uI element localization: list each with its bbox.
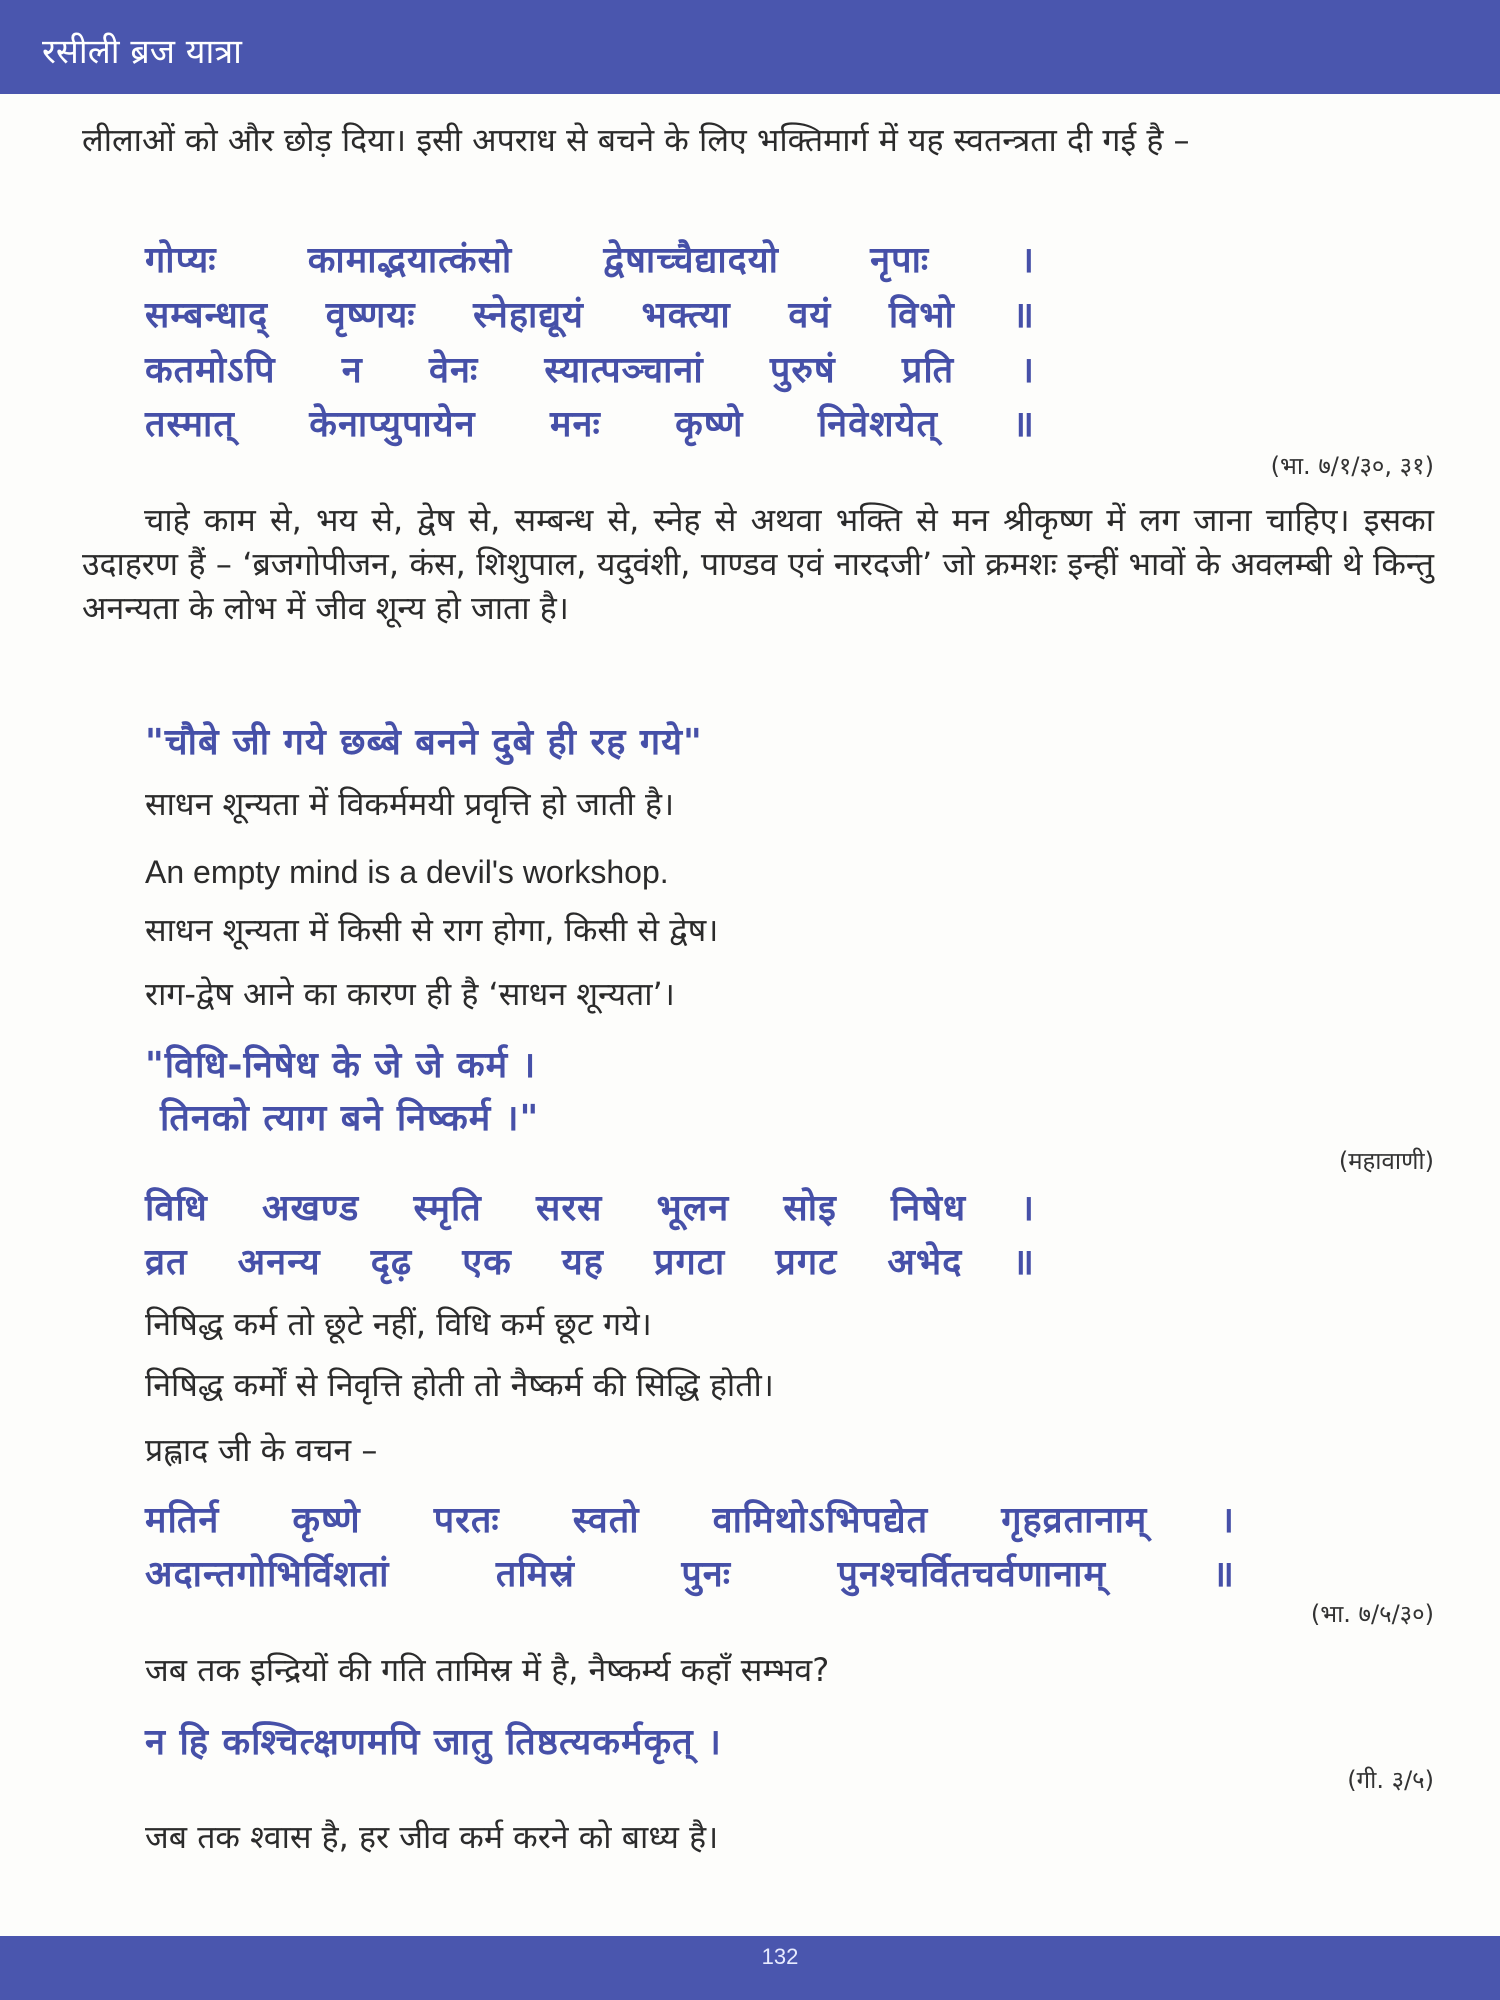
quote-line: तिनको त्याग बने निष्कर्म ।" bbox=[160, 1098, 540, 1139]
verse-line: न हि कश्चित्क्षणमपि जातु तिष्ठत्यकर्मकृत् । bbox=[145, 1722, 722, 1763]
paragraph-body: चाहे काम से, भय से, द्वेष से, सम्बन्ध से, स्नेह से अथवा भक्ति से मन श्रीकृष्ण में लग जाना चाहिए। इसका उदाहरण हैं – ‘ब्रजगोपीजन, कंस, शिशुपाल, यदुवंशी, पाण्डव एवं नारदजी’ जो क्रमशः इन्हीं भावों के अवलम्बी थे किन्तु अनन्यता के लोभ में जीव शून्य हो जाता है। bbox=[82, 501, 1434, 627]
citation: (गी. ३/५) bbox=[1347, 1766, 1434, 1794]
running-title: रसीली ब्रज यात्रा bbox=[42, 32, 242, 72]
verse-line: गोप्यः कामाद्भयात्कंसो द्वेषाच्चैद्यादयो नृपाः । bbox=[145, 240, 1035, 281]
citation: (महावाणी) bbox=[1338, 1147, 1434, 1175]
text-line: निषिद्ध कर्म तो छूटे नहीं, विधि कर्म छूट गये। bbox=[145, 1305, 652, 1343]
verse-line: व्रत अनन्य दृढ़ एक यह प्रगटा प्रगट अभेद ॥ bbox=[145, 1242, 1035, 1283]
text-line-english: An empty mind is a devil's workshop. bbox=[145, 854, 669, 890]
verse-line: विधि अखण्ड स्मृति सरस भूलन सोइ निषेध । bbox=[145, 1188, 1035, 1229]
verse-line: मतिर्न कृष्णे परतः स्वतो वामिथोऽभिपद्येत गृहव्रतानाम् । bbox=[145, 1500, 1235, 1541]
citation: (भा. ७/५/३०) bbox=[1310, 1600, 1434, 1628]
text-line: साधन शून्यता में किसी से राग होगा, किसी से द्वेष। bbox=[145, 911, 719, 949]
verse-line: तस्मात् केनाप्युपायेन मनः कृष्णे निवेशयेत् ॥ bbox=[145, 404, 1035, 445]
citation: (भा. ७/१/३०, ३१) bbox=[1270, 452, 1434, 480]
text-line: साधन शून्यता में विकर्ममयी प्रवृत्ति हो जाती है। bbox=[145, 785, 675, 823]
page-number: 132 bbox=[761, 1944, 799, 1969]
text-line: जब तक श्वास है, हर जीव कर्म करने को बाध्य है। bbox=[145, 1818, 719, 1856]
text-line: प्रह्लाद जी के वचन – bbox=[145, 1431, 378, 1469]
quote-line: "विधि-निषेध के जे जे कर्म । bbox=[145, 1045, 537, 1086]
verse-line: सम्बन्धाद् वृष्णयः स्नेहाद्यूयं भक्त्या वयं विभो ॥ bbox=[145, 295, 1035, 336]
text-line: जब तक इन्द्रियों की गति तामिस्र में है, नैष्कर्म्य कहाँ सम्भव? bbox=[145, 1651, 830, 1689]
quote-line: "चौबे जी गये छब्बे बनने दुबे ही रह गये" bbox=[145, 722, 703, 763]
text-line: राग-द्वेष आने का कारण ही है ‘साधन शून्यता’। bbox=[145, 975, 675, 1013]
verse-line: कतमोऽपि न वेनः स्यात्पञ्चानां पुरुषं प्रति । bbox=[145, 350, 1035, 391]
text-line: निषिद्ध कर्मों से निवृत्ति होती तो नैष्कर्म की सिद्धि होती। bbox=[145, 1366, 774, 1404]
verse-line: अदान्तगोभिर्विशतां तमिस्रं पुनः पुनश्चर्वितचर्वणानाम् ॥ bbox=[145, 1554, 1235, 1595]
paragraph-intro: लीलाओं को और छोड़ दिया। इसी अपराध से बचने के लिए भक्तिमार्ग में यह स्वतन्त्रता दी गई है – bbox=[82, 121, 1190, 159]
